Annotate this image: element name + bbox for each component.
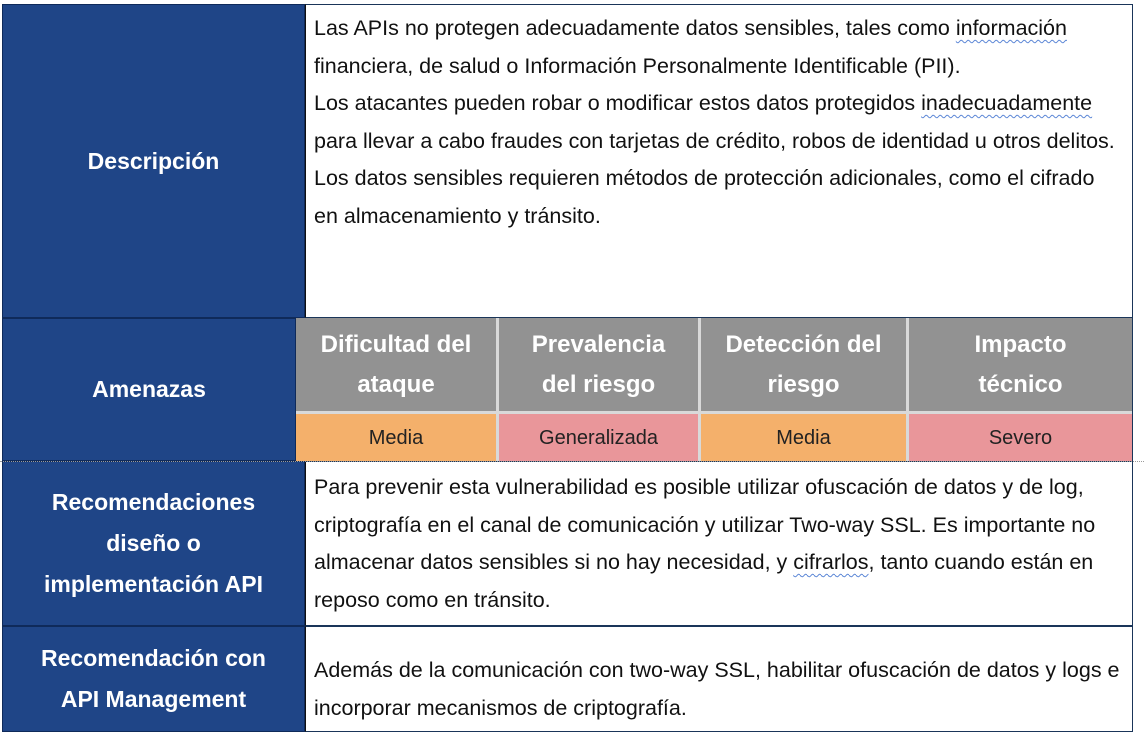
descripcion-paragraph-2	[314, 85, 1124, 235]
text-span: Las APIs no protegen adecuadamente datos sensibles, tales como	[314, 16, 956, 40]
api-management-paragraph: Además de la comunicación con two-way SSL, habilitar ofuscación de datos y logs e incorporar mecanismos de criptografía.	[314, 658, 1120, 720]
value-dificultad: Media	[296, 414, 496, 462]
recomendaciones-text	[305, 461, 1133, 626]
value-prevalencia: Generalizada	[499, 414, 698, 462]
text-span: para llevar a cabo fraudes con tarjetas de crédito, robos de identidad u otros delitos. Los datos sensibles requieren métodos de protección adicionales, como el cifrado en almacenamiento y tránsito.	[314, 128, 1115, 228]
api-management-text	[305, 626, 1133, 732]
text-span: , tanto cuando están en reposo como en tránsito.	[314, 550, 1094, 612]
label-recomendaciones: Recomendaciones diseño o implementación API	[2, 461, 305, 626]
row-recomendaciones	[2, 461, 1133, 626]
page-break-line	[0, 461, 1144, 462]
text-span: financiera, de salud o Información Personalmente Identificable (PII).	[314, 53, 961, 78]
row-descripcion	[2, 4, 1133, 318]
text-span: Para prevenir esta vulnerabilidad es posible utilizar ofuscación de datos y de log, criptografía en el canal de comunicación y utilizar Two-way SSL. Es importante no almacenar datos sensibles si no hay necesidad, y	[314, 475, 1096, 575]
row-api-management	[2, 626, 1133, 732]
descripcion-paragraph-1	[314, 10, 1124, 85]
value-deteccion: Media	[701, 414, 906, 462]
header-dificultad: Dificultad del ataque	[296, 318, 496, 411]
row-amenazas	[2, 318, 1133, 461]
text-span: Los atacantes pueden robar o modificar estos datos protegidos	[314, 91, 922, 116]
header-prevalencia: Prevalencia del riesgo	[499, 318, 698, 411]
header-deteccion: Detección del riesgo	[701, 318, 906, 411]
header-impacto: Impacto técnico	[909, 318, 1132, 411]
label-descripcion: Descripción	[2, 4, 305, 318]
label-amenazas: Amenazas	[2, 318, 296, 461]
label-api-management: Recomendación con API Management	[2, 626, 305, 732]
descripcion-text	[305, 4, 1133, 318]
threat-grid	[296, 318, 1133, 461]
spellcheck-flagged-word[interactable]: información	[955, 16, 1067, 40]
spellcheck-flagged-word[interactable]: cifrarlos	[793, 550, 869, 575]
value-impacto: Severo	[909, 414, 1132, 462]
recomendaciones-paragraph	[314, 469, 1124, 619]
spellcheck-flagged-word[interactable]: inadecuadamente	[921, 91, 1093, 116]
